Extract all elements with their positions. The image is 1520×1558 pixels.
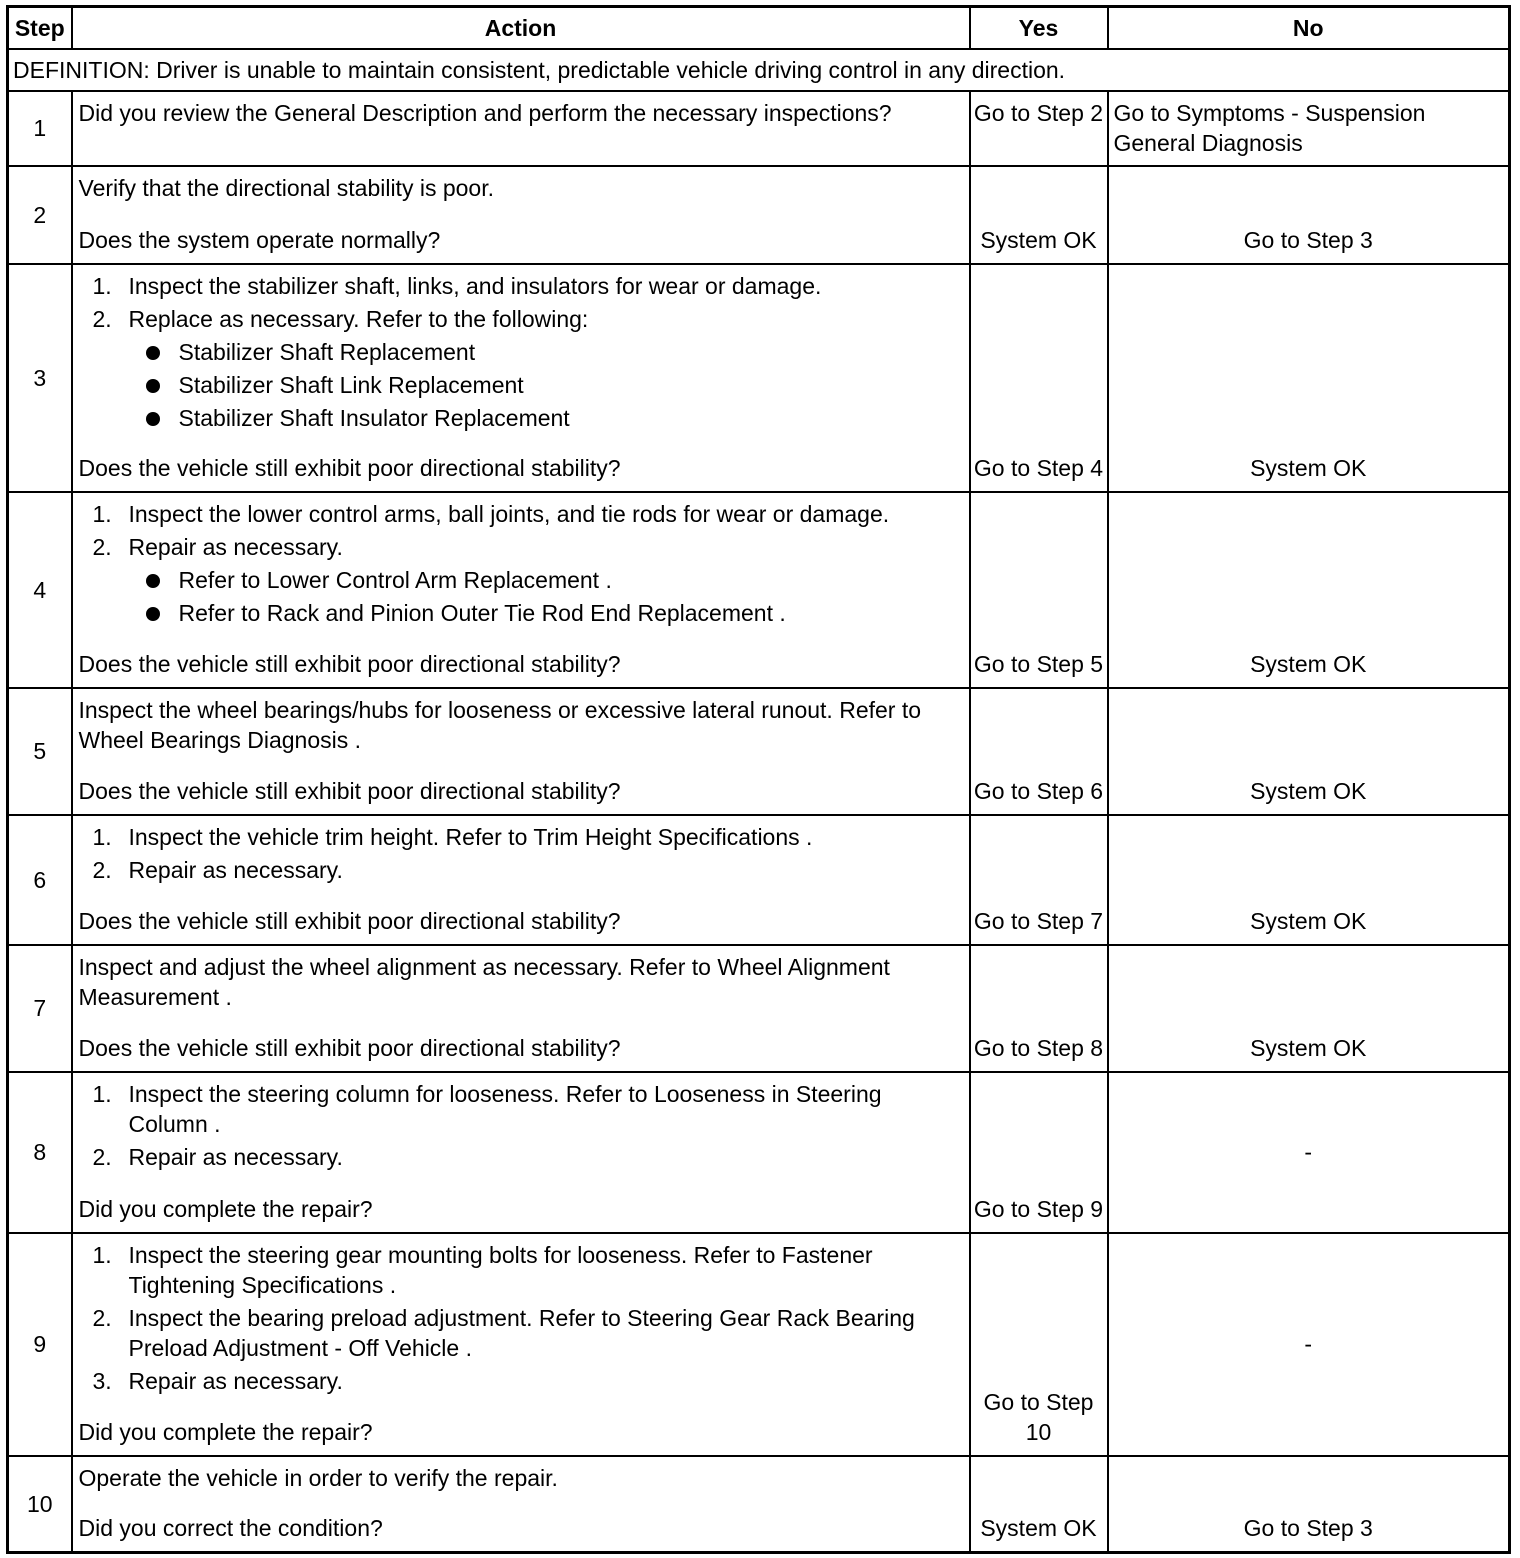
bullet-item xyxy=(79,370,964,400)
action-cell xyxy=(72,815,970,945)
yes-result: Go to Step 9 xyxy=(970,1072,1108,1233)
action-question: Did you complete the repair? xyxy=(78,1418,373,1445)
bullet-list xyxy=(79,565,964,628)
list-item-text: Repair as necessary. xyxy=(128,533,343,560)
step-number: 9 xyxy=(8,1233,72,1456)
list-item-number: 2. xyxy=(92,533,112,560)
list-item-text: Repair as necessary. xyxy=(128,1367,343,1394)
action-list xyxy=(79,822,964,885)
table-row xyxy=(8,1456,1510,1553)
table-row xyxy=(8,945,1510,1072)
list-item-text: Inspect the vehicle trim height. Refer to Trim Height Specifications . xyxy=(128,823,813,850)
action-cell xyxy=(72,688,970,815)
definition-text: DEFINITION: Driver is unable to maintain consistent, predictable vehicle driving control in any direction. xyxy=(8,49,1510,91)
header-row xyxy=(8,7,1510,50)
list-item xyxy=(79,1142,964,1172)
step-number: 6 xyxy=(8,815,72,945)
action-text: Verify that the directional stability is poor. xyxy=(78,174,494,201)
action-question: Did you correct the condition? xyxy=(78,1515,383,1541)
table-row xyxy=(8,264,1510,492)
list-item xyxy=(79,822,964,852)
table-row xyxy=(8,91,1510,166)
header-step: Step xyxy=(8,7,72,50)
list-item xyxy=(79,1079,964,1139)
table-row xyxy=(8,492,1510,688)
action-body xyxy=(79,271,964,436)
action-question: Did you complete the repair? xyxy=(78,1195,373,1222)
action-list xyxy=(79,271,964,433)
header-no: No xyxy=(1108,7,1510,50)
action-question: Does the vehicle still exhibit poor directional stability? xyxy=(78,650,621,677)
action-list xyxy=(79,499,964,628)
action-question: Does the vehicle still exhibit poor directional stability? xyxy=(78,777,621,804)
action-cell xyxy=(72,1456,970,1553)
no-result: System OK xyxy=(1108,945,1510,1072)
action-text: Inspect and adjust the wheel alignment as necessary. Refer to Wheel Alignment Measurement . xyxy=(78,953,890,1010)
no-result: - xyxy=(1108,1072,1510,1233)
table-row xyxy=(8,815,1510,945)
list-item-number: 2. xyxy=(92,1304,112,1331)
bullet-text: Refer to Rack and Pinion Outer Tie Rod End Replacement . xyxy=(178,599,786,626)
bullet-text: Stabilizer Shaft Replacement xyxy=(178,338,476,365)
action-content xyxy=(79,952,964,1063)
action-body xyxy=(79,695,964,755)
action-content xyxy=(79,271,964,483)
action-body xyxy=(79,98,964,128)
action-content xyxy=(79,695,964,806)
step-number: 4 xyxy=(8,492,72,688)
table-row xyxy=(8,166,1510,264)
no-result: - xyxy=(1108,1233,1510,1456)
action-question: Does the vehicle still exhibit poor directional stability? xyxy=(78,454,621,481)
list-item xyxy=(79,304,964,433)
bullet-icon xyxy=(146,379,160,393)
action-list xyxy=(79,1079,964,1172)
yes-result: Go to Step 5 xyxy=(970,492,1108,688)
list-item-text: Replace as necessary. Refer to the following: xyxy=(128,305,589,332)
yes-result: Go to Step 2 xyxy=(970,91,1108,166)
no-result: System OK xyxy=(1108,815,1510,945)
list-item xyxy=(79,855,964,885)
bullet-icon xyxy=(146,346,160,360)
bullet-text: Refer to Lower Control Arm Replacement . xyxy=(178,566,612,593)
no-result: System OK xyxy=(1108,492,1510,688)
table-row xyxy=(8,1233,1510,1456)
list-item-number: 2. xyxy=(92,856,112,883)
no-result: Go to Step 3 xyxy=(1108,1456,1510,1553)
action-body xyxy=(79,952,964,1012)
yes-result: Go to Step 4 xyxy=(970,264,1108,492)
list-item-number: 1. xyxy=(92,1241,112,1268)
action-cell xyxy=(72,1072,970,1233)
list-item-text: Inspect the stabilizer shaft, links, and insulators for wear or damage. xyxy=(128,272,822,299)
table-row xyxy=(8,1072,1510,1233)
list-item-number: 1. xyxy=(92,823,112,850)
yes-result: System OK xyxy=(970,1456,1108,1553)
list-item-number: 3. xyxy=(92,1367,112,1394)
bullet-icon xyxy=(146,607,160,621)
header-yes: Yes xyxy=(970,7,1108,50)
action-body xyxy=(79,1079,964,1175)
list-item-number: 2. xyxy=(92,305,112,332)
list-item-number: 1. xyxy=(92,1080,112,1107)
action-content xyxy=(79,499,964,679)
step-number: 10 xyxy=(8,1456,72,1553)
list-item-text: Inspect the steering column for looseness. Refer to Looseness in Steering Column . xyxy=(128,1080,882,1137)
bullet-text: Stabilizer Shaft Insulator Replacement xyxy=(178,404,570,431)
list-item-number: 2. xyxy=(92,1143,112,1170)
yes-result: Go to Step 6 xyxy=(970,688,1108,815)
action-cell xyxy=(72,91,970,166)
list-item xyxy=(79,271,964,301)
list-item xyxy=(79,1303,964,1363)
bullet-item xyxy=(79,598,964,628)
action-content xyxy=(79,1079,964,1224)
action-cell xyxy=(72,166,970,264)
action-text: Inspect the wheel bearings/hubs for looseness or excessive lateral runout. Refer to Wheel Bearings Diagnosis . xyxy=(78,696,922,753)
step-number: 2 xyxy=(8,166,72,264)
action-list xyxy=(79,1240,964,1396)
no-result: Go to Step 3 xyxy=(1108,166,1510,264)
bullet-list xyxy=(79,337,964,433)
no-result: System OK xyxy=(1108,688,1510,815)
action-text: Operate the vehicle in order to verify the repair. xyxy=(78,1464,558,1491)
list-item xyxy=(79,499,964,529)
definition-row xyxy=(8,49,1510,91)
action-cell xyxy=(72,945,970,1072)
action-content xyxy=(79,173,964,255)
list-item xyxy=(79,532,964,628)
yes-result: Go to Step 7 xyxy=(970,815,1108,945)
step-number: 3 xyxy=(8,264,72,492)
list-item xyxy=(79,1366,964,1396)
action-question: Does the vehicle still exhibit poor directional stability? xyxy=(78,1034,621,1061)
no-result: System OK xyxy=(1108,264,1510,492)
bullet-item xyxy=(79,565,964,595)
action-text: Did you review the General Description and perform the necessary inspections? xyxy=(78,100,892,126)
action-content xyxy=(79,1463,964,1544)
yes-result: Go to Step 8 xyxy=(970,945,1108,1072)
yes-result: System OK xyxy=(970,166,1108,264)
action-body xyxy=(79,1240,964,1399)
action-body xyxy=(79,499,964,631)
list-item-text: Repair as necessary. xyxy=(128,1143,343,1170)
step-number: 7 xyxy=(8,945,72,1072)
bullet-item xyxy=(79,337,964,367)
no-result: Go to Symptoms - Suspension General Diagnosis xyxy=(1108,91,1510,166)
list-item-text: Inspect the lower control arms, ball joints, and tie rods for wear or damage. xyxy=(128,500,890,527)
table-row xyxy=(8,688,1510,815)
action-content xyxy=(79,822,964,936)
action-cell xyxy=(72,492,970,688)
action-body xyxy=(79,822,964,888)
action-cell xyxy=(72,264,970,492)
action-body xyxy=(79,173,964,203)
step-number: 8 xyxy=(8,1072,72,1233)
list-item xyxy=(79,1240,964,1300)
action-body xyxy=(79,1463,964,1493)
action-cell xyxy=(72,1233,970,1456)
action-content xyxy=(79,98,964,157)
list-item-number: 1. xyxy=(92,500,112,527)
bullet-icon xyxy=(146,412,160,426)
list-item-text: Inspect the steering gear mounting bolts for looseness. Refer to Fastener Tightening Specifications . xyxy=(128,1241,873,1298)
action-question: Does the system operate normally? xyxy=(78,226,441,253)
list-item-number: 1. xyxy=(92,272,112,299)
list-item-text: Inspect the bearing preload adjustment. Refer to Steering Gear Rack Bearing Preload Adjustment - Off Vehicle . xyxy=(128,1304,915,1361)
bullet-text: Stabilizer Shaft Link Replacement xyxy=(178,371,524,398)
bullet-item xyxy=(79,403,964,433)
header-action: Action xyxy=(72,7,970,50)
action-question: Does the vehicle still exhibit poor directional stability? xyxy=(78,907,621,934)
diagnostic-table xyxy=(6,5,1511,1554)
action-content xyxy=(79,1240,964,1447)
step-number: 5 xyxy=(8,688,72,815)
yes-result: Go to Step 10 xyxy=(970,1233,1108,1456)
list-item-text: Repair as necessary. xyxy=(128,856,343,883)
step-number: 1 xyxy=(8,91,72,166)
bullet-icon xyxy=(146,574,160,588)
